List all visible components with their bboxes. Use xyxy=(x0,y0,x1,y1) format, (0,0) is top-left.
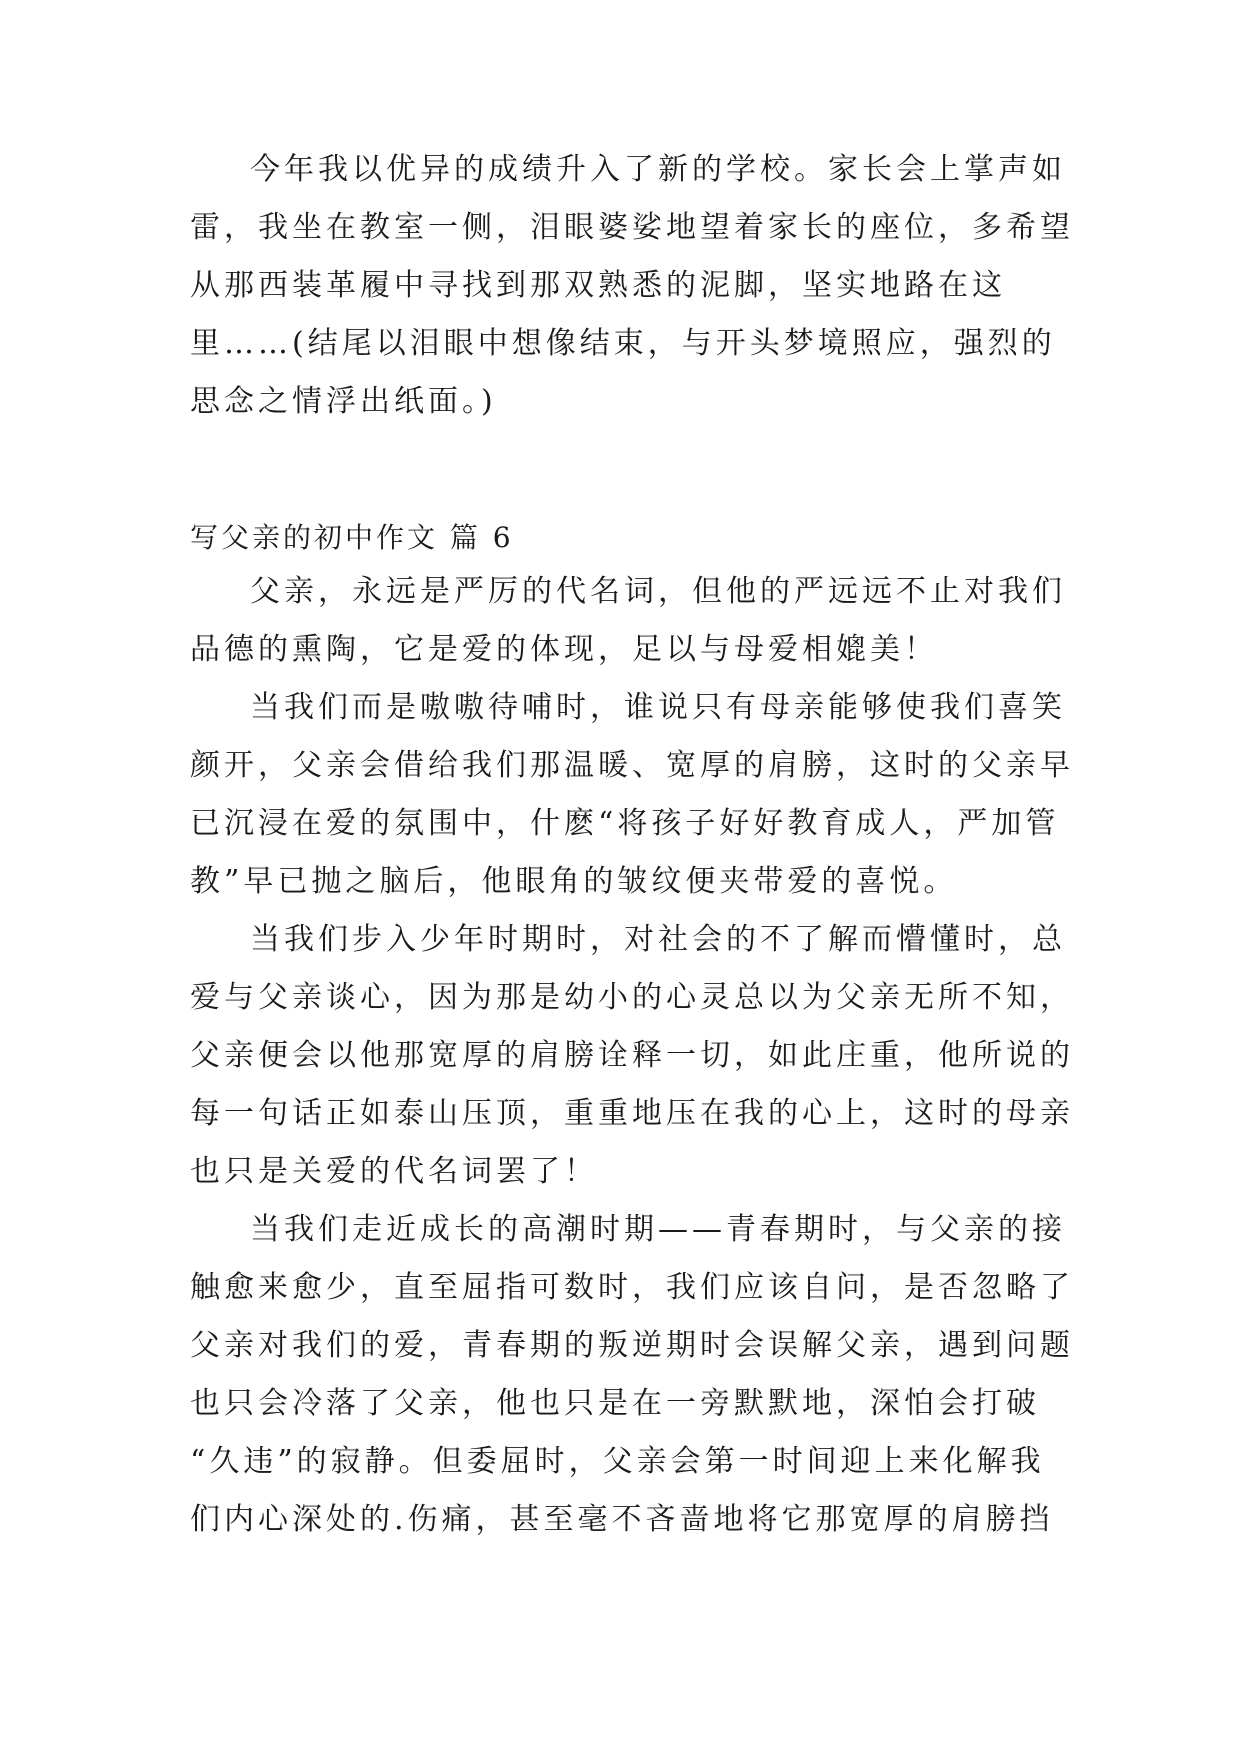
paragraph-line: “久违”的寂静。但委屈时，父亲会第一时间迎上来化解我 xyxy=(190,1444,1045,1479)
paragraph-line: 今年我以优异的成绩升入了新的学校。家长会上掌声如 xyxy=(250,152,1066,187)
paragraph-line: 们内心深处的.伤痛，甚至毫不吝啬地将它那宽厚的肩膀挡 xyxy=(190,1502,1054,1537)
paragraph-line: 也只是关爱的代名词罢了！ xyxy=(190,1154,598,1189)
paragraph-line: 品德的熏陶，它是爱的体现，足以与母爱相媲美！ xyxy=(190,632,938,667)
section-title: 写父亲的初中作文 篇 6 xyxy=(190,521,514,554)
paragraph-line: 每一句话正如泰山压顶，重重地压在我的心上，这时的母亲 xyxy=(190,1096,1074,1131)
paragraph-line: 思念之情浮出纸面。) xyxy=(190,384,497,419)
paragraph-line: 父亲便会以他那宽厚的肩膀诠释一切，如此庄重，他所说的 xyxy=(190,1038,1074,1073)
paragraph-line: 也只会冷落了父亲，他也只是在一旁默默地，深怕会打破 xyxy=(190,1386,1040,1421)
paragraph-line: 触愈来愈少，直至屈指可数时，我们应该自问，是否忽略了 xyxy=(190,1270,1074,1305)
paragraph-line: 已沉浸在爱的氛围中，什麽“将孩子好好教育成人，严加管 xyxy=(190,806,1060,841)
paragraph-line: 爱与父亲谈心，因为那是幼小的心灵总以为父亲无所不知， xyxy=(190,980,1074,1015)
paragraph-line: 当我们步入少年时期时，对社会的不了解而懵懂时，总 xyxy=(250,922,1066,957)
paragraph-line: 教”早已抛之脑后，他眼角的皱纹便夹带爱的喜悦。 xyxy=(190,864,958,899)
paragraph-line: 当我们而是嗷嗷待哺时，谁说只有母亲能够使我们喜笑 xyxy=(250,690,1066,725)
paragraph-line: 父亲，永远是严厉的代名词，但他的严远远不止对我们 xyxy=(250,574,1066,609)
paragraph-line: 从那西装革履中寻找到那双熟悉的泥脚，坚实地路在这 xyxy=(190,268,1006,303)
paragraph-line: 当我们走近成长的高潮时期——青春期时，与父亲的接 xyxy=(250,1212,1066,1247)
paragraph-line: 里……(结尾以泪眼中想像结束，与开头梦境照应，强烈的 xyxy=(190,326,1056,361)
paragraph-line: 颜开，父亲会借给我们那温暖、宽厚的肩膀，这时的父亲早 xyxy=(190,748,1074,783)
paragraph-line: 父亲对我们的爱，青春期的叛逆期时会误解父亲，遇到问题 xyxy=(190,1328,1074,1363)
paragraph-line: 雷，我坐在教室一侧，泪眼婆娑地望着家长的座位，多希望 xyxy=(190,210,1074,245)
